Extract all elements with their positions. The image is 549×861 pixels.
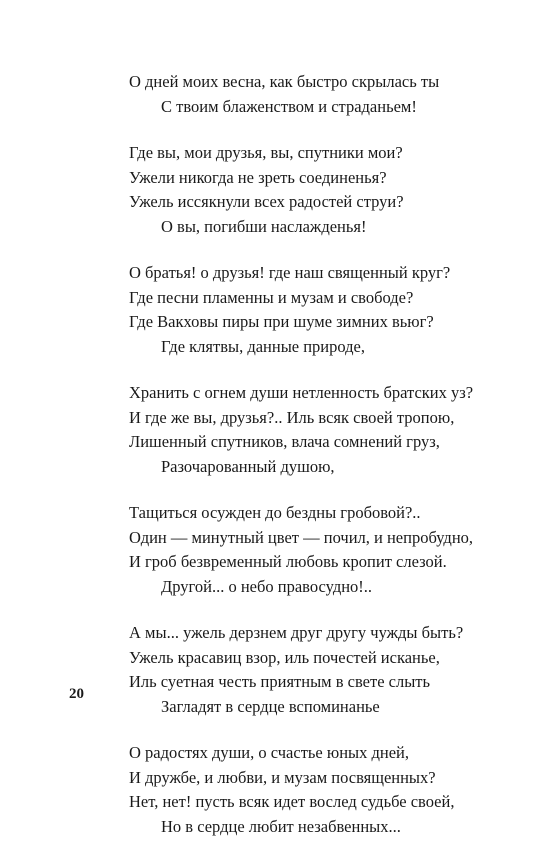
poem-line: Разочарованный душою, [161, 456, 335, 476]
poem-line: Где вы, мои друзья, вы, спутники мои? [129, 143, 403, 162]
poem-line: Где песни пламенны и музам и свободе? [129, 287, 414, 307]
poem-line: О братья! о друзья! где наш священный круг? [129, 263, 451, 282]
poem-line: И гроб безвременный любовь кропит слезой. [129, 552, 447, 571]
poem-line: И где же вы, друзья?.. Иль всяк своей тропою, [129, 407, 455, 427]
stanza [129, 141, 529, 239]
poem-line: И дружбе, и любви, и музам посвященных? [129, 767, 436, 787]
stanza [129, 741, 529, 839]
stanza [129, 261, 529, 359]
poem-line: Но в сердце любит незабвенных... [161, 816, 401, 836]
stanza [129, 621, 529, 719]
poem-line: Ужель иссякнули всех радостей струи? [129, 192, 404, 211]
poem-line: Другой... о небо правосудно!.. [161, 576, 373, 596]
poem-line: Иль суетная честь приятным в свете слыть [129, 672, 431, 691]
stanza [129, 381, 529, 479]
stanza [129, 70, 529, 119]
poem-line: Тащиться осужден до бездны гробовой?.. [129, 503, 421, 522]
page-number: 20 [69, 686, 84, 702]
poem-line: Один — минутный цвет — почил, и непробудно, [129, 527, 474, 547]
poem-line: А мы... ужель дерзнем друг другу чужды быть? [129, 623, 464, 642]
poem-line: Лишенный спутников, влача сомнений груз, [129, 432, 440, 451]
poem-line: Хранить с огнем души нетленность братских уз? [129, 383, 474, 402]
poem-line: Загладят в сердце вспоминанье [161, 696, 380, 716]
poem-line: О радостях души, о счастье юных дней, [129, 743, 410, 762]
poem-line: Ужели никогда не зреть соединенья? [129, 167, 387, 187]
poem-body [129, 70, 529, 861]
poem-line: Нет, нет! пусть всяк идет вослед судьбе своей, [129, 792, 455, 811]
poem-line: О дней моих весна, как быстро скрылась ты [129, 72, 440, 91]
poem-line: Ужель красавиц взор, иль почестей исканье, [129, 647, 440, 667]
poem-line: Где Вакховы пиры при шуме зимних вьюг? [129, 312, 434, 331]
poem-line: Где клятвы, данные природе, [161, 336, 366, 356]
poem-line: О вы, погибши наслажденья! [161, 216, 367, 236]
poem-line: С твоим блаженством и страданьем! [161, 96, 417, 116]
stanza [129, 501, 529, 599]
